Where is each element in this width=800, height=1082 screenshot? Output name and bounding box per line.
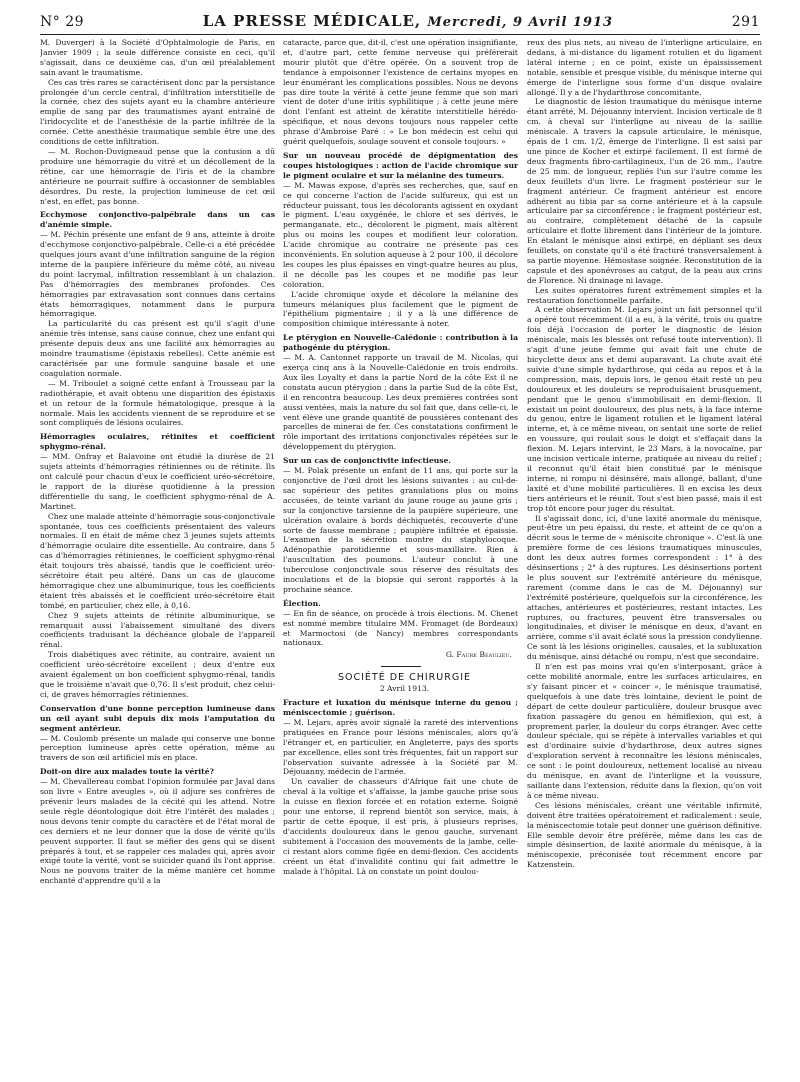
paragraph: A cette observation M. Lejars joint un fait personnel qu'il a opéré tout récemment (il a eu, à la vérité, trois ou quatre fois déjà l'occasion de porter le diagnostic de lésion méniscale, mais les blessés ont refusé toute intervention). Il s'agit d'une jeune femme qui avait fait une chute de bicyclette deux ans et demi auparavant. La chute avait été suivie d'une simple hydarthrose, qui céda au repos et à la compression, mais, depuis lors, le genou était resté un peu douloureux et les douleurs se reproduisaient brusquement, pendant que le genou s'immobilisait en demi-flexion. Il existait un point douloureux, des plus nets, à la face interne du genou, entre le ligament rotulien et le ligament latéral interne, et, à ce même niveau, on sentait une sorte de relief en voussure, qui roulait sous le doigt et s'effaçait dans la flexion. M. Lejars intervint, le 23 Mars, à la novocaïne, par une incision verticale interne, pratiquée au niveau du relief ; il reconnut qu'il était bien constitué par le ménisque interne, ni rompu ni désinséré, mais allongé, ballant, d'une laxité et d'une mobilité particulières. Il en excisa les deux tiers antérieurs et le réunit. Tout s'est bien passé, mais il est trop tôt encore pour juger du résultat.: [527, 305, 762, 513]
paragraph: — En fin de séance, on procède à trois élections. M. Chenet est nommé membre titulaire MM. Fromaget (de Bordeaux) et Marmoctosi (de Nancy) membres correspondants nationaux.: [283, 608, 518, 648]
journal-title: [203, 12, 613, 30]
paragraph: — M. Rochon-Duvigneaud pense que la contusion a dû produire une hémorragie du vitré et un décollement de la rétine, car une hémorragie de l'iris et de la chambre antérieure ne pourrait suffire à occasionner de semblables désordres. Du reste, la projection lumineuse de cet œil n'est, en effet, pas bonne.: [40, 146, 275, 206]
page-header: [40, 12, 760, 34]
paragraph: Les suites opératoires furent extrêmement simples et la restauration fonctionnelle parfaite.: [527, 285, 762, 305]
society-title: SOCIÉTÉ DE CHIRURGIE: [337, 672, 471, 684]
paragraph: Ces lésions méniscales, créant une véritable infirmité, doivent être traitées opératoirement et radicalement : seule, la méniscectomie totale peut donner une guérison définitive. Elle semble devoir être préférée, même dans les cas de simple désinsertion, de laxité anormale du ménisque, à la méniscopexie, préconisée tout récemment encore par Katzenstein.: [527, 800, 762, 870]
column-middle: [283, 38, 518, 1070]
paragraph: — M. Lejars, après avoir signalé la rareté des interventions pratiquées en France pour lésions méniscales, alors qu'à l'étranger et, en particulier, en Angleterre, pays des sports par excellence, elles sont très fréquentes, fait un rapport sur l'observation suivante adressée à la Société par M. Déjouanny, médecin de l'armée.: [283, 717, 518, 777]
section-heading: Fracture et luxation du ménisque interne du genou ; méniscectomie ; guérison.: [283, 698, 518, 717]
paragraph: — M. Mawas expose, d'après ses recherches, que, sauf en ce qui concerne l'action de l'acide sulfureux, qui est un réducteur puissant, tous les décolorants agissent en oxydant le pigment. L'eau oxygénée, le chlore et ses dérivés, le permanganate, etc., décolorent le pigment, mais altèrent plus ou moins les coupes et modifient leur coloration. L'acide chromique au contraire ne présente pas ces inconvénients. En solution aqueuse à 2 pour 100, il décolore les coupes les plus épaisses en vingt-quatre heures au plus, il ne décolle pas les coupes et ne modifie pas leur coloration.: [283, 180, 518, 289]
section-heading: Élection.: [283, 598, 321, 608]
article-author: G. Faure Beaulieu.: [445, 650, 512, 660]
paragraph: Le diagnostic de lésion traumatique du ménisque interne étant arrêté, M. Déjouanny intervient. Incision verticale de 8 cm. à cheval sur l'interligne au niveau de la saillie méniscale. A travers la capsule articulaire, le ménisque, épais de 1 cm. 1/2, émerge de l'interligne. Il est saisi par une pince de Kocher et extirpé facilement. Il est formé de deux fragments fibro-cartilagineux, l'un de 26 mm., l'autre de 25 mm. de longueur, repliés l'un sur l'autre comme les deux feuillets d'un livre. Le fragment postérieur sur le fragment antérieur. Ce fragment antérieur est encore adhérent au tibia par sa corne antérieure et à la capsule articulaire par sa circonférence ; le fragment postérieur est, au contraire, complètement détaché de la capsule articulaire et flotte librement dans l'intérieur de la jointure. En étalant le ménisque ainsi extirpé, en dépliant ses deux feuillets, on constate qu'il a été fracturé transversalement à sa partie moyenne. Hémostase soignée. Reconstitution de la capsule et des aponévroses au catgut, de la peau aux crins de Florence. Ni drainage ni lavage.: [527, 97, 762, 285]
paragraph: M. Duverger) à la Société d'Ophtalmologie de Paris, en Janvier 1909 ; la seule différence consiste en ceci, qu'il s'agissait, dans ce deuxième cas, d'un œil préalablement sain avant le traumatisme.: [40, 38, 275, 77]
paragraph: Chez 9 sujets atteints de rétinite albuminurique, se remarquait aussi l'abaissement simultané des divers coefficients traduisant la déchéance globale de l'appareil rénal.: [40, 610, 275, 650]
column-left: [40, 38, 275, 1070]
issue-date: Mercredi, 9 Avril 1913: [427, 15, 614, 30]
paragraph: Ces cas très rares se caractérisent donc par la persistance prolongée d'un cercle central, d'infiltration interstitielle de la cornée, chez des sujets ayant eu la chambre antérieure emplie de sang par des traumatismes ayant entraîné de l'iridocyclite et de l'anesthésie de la partie infiltrée de la cornée. Cette anesthésie traumatique semble être une des conditions de cette infiltration.: [40, 77, 275, 147]
page-number-left: N° 29: [40, 14, 85, 30]
section-heading: Le ptérygion en Nouvelle-Calédonie : contribution à la pathogénie du ptérygion.: [283, 333, 518, 353]
society-date: 2 Avril 1913.: [379, 684, 430, 694]
paragraph: cataracte, parce que, dit-il, c'est une opération insignifiante, et, d'autre part, cette femme nerveuse qui préférerait mourir plutôt que d'être opérée. On a souvent trop de tendance à empoisonner l'existence de certains myopes en leur énumérant les complications possibles. Nous ne devons pas dire toute la vérité à cette jeune femme que son mari vient de doter d'une iritis syphilitique ; à cette jeune mère dont l'enfant est atteint de kératite interstitielle hérédo-spécifique, et nous devons toujours nous rappeler cette phrase d'Ambroise Paré : « Le bon médecin est celui qui guérit quelquefois, soulage souvent et console toujours. »: [283, 38, 518, 147]
section-heading: Conservation d'une bonne perception lumineuse dans un œil ayant subi depuis dix mois l'amputation du segment antérieur.: [40, 703, 275, 733]
paragraph: — M. Coulomb présente un malade qui conserve une bonne perception lumineuse après cette opération, même au travers de son œil artificiel mis en place.: [40, 733, 275, 763]
paragraph: Chez une malade atteinte d'hémorragie sous-conjonctivale spontanée, tous ces coefficients présentaient des valeurs normales. Il en était de même chez 3 jeunes sujets atteints d'hémorragie oculaire dite essentielle. Au contraire, dans 5 cas d'hémorragies rétiniennes, le coefficient sphygmo-rénal était toujours très abaissé, tandis que le coefficient uréo-sécrétoire était peu altéré. Dans un cas de glaucome hémorragique chez une albuminurique, tous les coefficients étaient très abaissés et le coefficient uréo-sécrétoire était tombé, en particulier, chez elle, à 0,16.: [40, 511, 275, 610]
section-heading: Hémorragies oculaires, rétinites et coefficient sphygmo-rénal.: [40, 432, 275, 452]
paragraph: L'acide chromique oxyde et décolore la mélanine des tumeurs mélaniques plus facilement que le pigment de l'épithélium pigmentaire ; il y a là une différence de composition chimique intéressante à noter.: [283, 289, 518, 329]
section-heading: Sur un nouveau procédé de dépigmentation des coupes histologiques : action de l'acide chromique sur le pigment oculaire et sur la mélanine des tumeurs.: [283, 150, 518, 180]
paragraph: Trois diabétiques avec rétinite, au contraire, avaient un coefficient uréo-sécrétoire excellent ; deux d'entre eux avaient également un bon coefficient sphygmo-rénal, tandis que le troisième n'avait que 0,76. Il s'est produit, chez celui-ci, de graves hémorragies rétiniennes.: [40, 650, 275, 699]
section-heading: Ecchymose conjonctivo-palpébrale dans un cas d'anémie simple.: [40, 210, 275, 230]
paragraph: Un cavalier de chasseurs d'Afrique fait une chute de cheval à la voltige et s'affaisse, la jambe gauche prise sous la cuisse en flexion forcée et en rotation externe. Soigné pour une entorse, il reprend bientôt son service, mais, à partir de cette époque, il est pris, à plusieurs reprises, d'accidents douloureux dans le genou gauche, survenant subitement à l'occasion des mouvements de la jambe, celle-ci restant alors comme figée en demi-flexion. Ces accidents créent un état d'invalidité continu qui fait admettre le malade à l'hôpital. Là on constate un point doulou-: [283, 777, 518, 876]
column-right: [527, 38, 762, 1070]
section-heading: Doit-on dire aux malades toute la vérité?: [40, 767, 214, 777]
paragraph: — M. Chevallereau combat l'opinion formulée par Javal dans son livre « Entre aveugles », où il adjure ses confrères de prévenir leurs malades de la cécité qui les attend. Notre seule règle déontologique doit être l'intérêt des malades ; nous devons tenir compte du caractère et de l'état moral de ces derniers et ne leur donner que la dose de vérité qu'ils peuvent supporter. Il faut se méfier des gens qui se disent préparés à tout, et se rappeler ces malades qui, après avoir exigé toute la vérité, vont se suicider quand ils l'ont apprise. Nous ne pouvons traiter de la même manière cet homme enchanté d'apprendre qu'il a la: [40, 777, 275, 886]
paragraph: — M. Triboulet a soigné cette enfant à Trousseau par la radiothérapie, et avait obtenu une disparition des épistaxis et un retour de la formule hématologique, presque à la normale. Mais les accidents viennent de se reproduire et se sont compliqués de lésions oculaires.: [40, 378, 275, 428]
page-number-right: 291: [731, 14, 760, 30]
paragraph: — MM. Onfray et Balavoine ont étudié la diurèse de 21 sujets atteints d'hémorragies rétiniennes ou de rétinite. Ils ont calculé pour chacun d'eux le coefficient uréo-sécrétoire, le rapport de la diurèse quotidienne à la pression différentielle du sang, le coefficient sphygmo-rénal de A. Martinet.: [40, 452, 275, 511]
paragraph: — M. Péchin présente une enfant de 9 ans, atteinte à droite d'ecchymose conjonctivo-palpébrale. Celle-ci a été précédée quelques jours avant d'une infiltration sanguine de la région interne de la paupière inférieure du même côté, au niveau du point lacrymal, infiltration ressemblant à un chalazion. Pas d'hémorragies des membranes profondes. Ces hémorragies par extravasation sont connues dans certains états hémorragiques, notamment dans le purpura hémorragique.: [40, 230, 275, 319]
paragraph: Il n'en est pas moins vrai qu'en s'interposant, grâce à cette mobilité anormale, entre les surfaces articulaires, en s'y faisant pincer et « coincer », le ménisque traumatisé, quelquefois à une date très lointaine, devient le point de départ de cette douleur particulière, douleur brusque avec fixation passagère du genou en hémiflexion, qui est, à proprement parler, la douleur du corps étranger. Avec cette douleur spéciale, qui se répète à intervalles variables et qui est d'ordinaire suivie d'hydarthrose, deux autres signes d'exploration servent à reconnaître les lésions méniscales, ce sont : le point douloureux, nettement localisé au niveau du ménisque, en avant de l'interligne et la voussure, saillante dans l'extension, réduite dans la flexion, qu'on voit à ce même niveau.: [527, 662, 762, 800]
paragraph: — M. A. Cantonnet rapporte un travail de M. Nicolas, qui exerça cinq ans à la Nouvelle-Calédonie en trois endroits. Aux îles Loyalty et dans la partie Nord de la côte Est il ne constata aucun ptérygion ; dans la partie Sud de la côte Est, il en rencontra beaucoup. Les deux premières contrées sont aussi ventées, mais la nature du sol fait que, dans celle-ci, le vent élève une grande quantité de poussières contenant des parcelles de minerai de fer. Ces constatations confirment le rôle important des irritations conjonctivales répétées sur le développement du ptérygion.: [283, 353, 518, 452]
section-heading: Sur un cas de conjonctivite infectieuse.: [283, 456, 452, 466]
header-rule: [40, 34, 760, 35]
journal-name: LA PRESSE MÉDICALE,: [202, 12, 422, 30]
section-divider: [381, 666, 421, 667]
paragraph: Il s'agissait donc, ici, d'une laxité anormale du ménisque, peut-être un peu épaissi, du reste, et atteint de ce qu'on a décrit sous le terme de « méniscite chronique ». C'est là une première forme de ces lésions traumatiques minuscules, dont les deux autres formes correspondent : 1° à des désinsertions ; 2° à des ruptures. Les désinsertions portent le plus souvent sur l'extrémité antérieure du ménisque, rarement (comme dans le cas de M. Déjouanny) sur l'extrémité postérieure, quelquefois sur la circonférence, les attaches, antérieures et postérieures, restant intactes. Les ruptures, ou fractures, peuvent être transversales ou longitudinales, et diviser le ménisque en deux, d'avant en arrière, comme s'il avait éclaté sous la pression condylienne. Ce sont là les lésions originelles, causales, et la subluxation du ménisque, ainsi détaché ou rompu, n'est que secondaire.: [527, 513, 762, 662]
paragraph: La particularité du cas présent est qu'il s'agit d'une anémie très intense, sans cause connue, chez une enfant qui présente depuis deux ans une facilité aux hémorragies au moindre traumatisme (épistaxis rebelles). Cette anémie est caractérisée par une formule sanguine basale et une coagulation normale.: [40, 319, 275, 378]
paragraph: — M. Polak présente un enfant de 11 ans, qui porte sur la conjonctive de l'œil droit les lésions suivantes : au cul-de-sac supérieur des petites granulations plus ou moins accusées, de teinte variant du jaune rouge au jaune gris ; sur la conjonctive tarsienne de la paupière supérieure, une ulcération ovalaire à bords déchiquetés, recouverte d'une sorte de fausse membrane ; paupière infiltrée et épaissie. L'examen de la sécrétion montre du staphylocoque. Adénopathie parotidienne et sous-maxillaire. Rien à l'auscultation des poumons. L'auteur conclut à une tuberculose conjonctivale sous réserve des résultats des inoculations et de la biopsie qui seront rapportés à la prochaine séance.: [283, 466, 518, 594]
paragraph: reux des plus nets, au niveau de l'interligne articulaire, en dedans, à mi-distance du ligament rotulien et du ligament latéral interne ; en ce point, existe un épaississement notable, sensible et presque visible, du ménisque interne qui émerge de l'interligne sous forme d'un disque ovalaire allongé. Il y a de l'hydarthrose concomitante.: [527, 38, 762, 97]
